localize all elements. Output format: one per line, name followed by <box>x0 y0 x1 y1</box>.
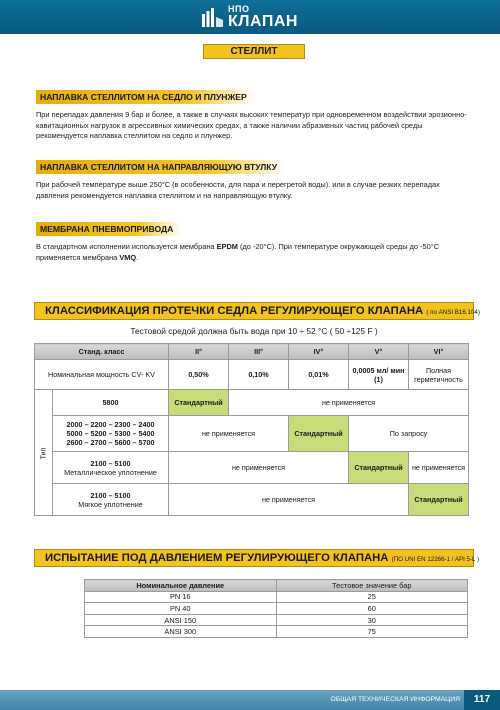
pressure-test-table <box>84 579 468 638</box>
classification-title-bar <box>34 302 480 320</box>
not-applicable-cell: не применяется <box>169 416 289 452</box>
pressure-test-title: ИСПЫТАНИЕ ПОД ДАВЛЕНИЕМ РЕГУЛИРУЮЩЕГО КЛАПАНА <box>45 552 389 564</box>
header-class-v: V° <box>349 344 409 360</box>
type-group-2000: 2000 – 2200 – 2300 – 2400 5000 – 5200 – 5300 – 5400 2600 – 2700 – 5600 – 5700 <box>53 416 169 452</box>
section-label-guide: НАПЛАВКА СТЕЛЛИТОМ НА НАПРАВЛЯЮЩУЮ ВТУЛКУ <box>36 160 285 174</box>
header-class-iii: III° <box>229 344 289 360</box>
pressure-cell: ANSI 300 <box>85 626 277 638</box>
pressure-cell: PN 16 <box>85 591 277 603</box>
table-row <box>35 452 469 484</box>
pressure-test-title-bar <box>34 549 480 567</box>
page-header <box>0 0 500 34</box>
standard-badge: Стандартный <box>349 452 409 484</box>
cv-value-v: 0,0005 мл/ мин (1) <box>349 360 409 390</box>
header-class: Станд. класс <box>35 344 169 360</box>
type-5800: 5800 <box>53 390 169 416</box>
page-footer <box>0 690 500 710</box>
classification-title: КЛАССИФИКАЦИЯ ПРОТЕЧКИ СЕДЛА РЕГУЛИРУЮЩЕГО КЛАПАНА <box>45 305 424 317</box>
cv-value-ii: 0,50% <box>169 360 229 390</box>
leakage-class-table <box>34 343 469 516</box>
cv-value-vi: Полная герметичность <box>409 360 469 390</box>
table-row <box>35 484 469 516</box>
on-request-cell: По запросу <box>349 416 469 452</box>
table-row <box>35 390 469 416</box>
section-label-membrane: МЕМБРАНА ПНЕВМОПРИВОДА <box>36 222 181 236</box>
table-header-row <box>35 344 469 360</box>
page-number: 117 <box>464 690 500 710</box>
type-metal-seal: 2100 – 5100 Металлическое уплотнение <box>53 452 169 484</box>
test-value-cell: 30 <box>276 614 468 626</box>
brand-name: КЛАПАН <box>228 12 298 30</box>
classification-subtitle: Тестовой средой должна быть вода при 10 ÷ 52 °С ( 50 ÷125 F ) <box>130 326 378 336</box>
section-text-membrane: В стандартном исполнении используется мембрана EPDM (до -20°С). При температуре окружающей среды до -50°С применяется мембрана VMQ. <box>36 242 440 262</box>
section-text-guide: При рабочей температуре выше 250°С (в особенности, для пара и перегретой воды). или в случае резких перепадах давления рекомендуется наплавка стеллитом и на направляющую втулку. <box>36 180 440 200</box>
table-header-row <box>85 580 468 592</box>
cv-value-iii: 0,10% <box>229 360 289 390</box>
footer-label: ОБЩАЯ ТЕХНИЧЕСКАЯ ИНФОРМАЦИЯ <box>330 696 460 703</box>
header-class-iv: IV° <box>289 344 349 360</box>
pressure-cell: ANSI 150 <box>85 614 277 626</box>
factory-logo-icon <box>200 5 224 29</box>
standard-badge: Стандартный <box>289 416 349 452</box>
not-applicable-cell: не применяется <box>409 452 469 484</box>
header-test-value: Тестовое значение бар <box>276 580 468 592</box>
table-row <box>85 603 468 615</box>
header-class-vi: VI° <box>409 344 469 360</box>
table-row <box>35 416 469 452</box>
not-applicable-cell: не применяется <box>169 484 409 516</box>
type-soft-seal: 2100 – 5100 Мягкое уплотнение <box>53 484 169 516</box>
pressure-cell: PN 40 <box>85 603 277 615</box>
cv-value-iv: 0,01% <box>289 360 349 390</box>
header-nominal-pressure: Номинальное давление <box>85 580 277 592</box>
header-class-ii: II° <box>169 344 229 360</box>
test-value-cell: 75 <box>276 626 468 638</box>
table-row <box>85 626 468 638</box>
pressure-test-note: (ПО UNI EN 12266-1 / API 5-L ) <box>391 556 480 563</box>
membrane-vmq: VMQ <box>119 252 137 262</box>
table-row <box>35 360 469 390</box>
type-column-label: Тип <box>35 390 53 516</box>
not-applicable-cell: не применяется <box>229 390 469 416</box>
cv-row-label: Номинальная мощность CV- KV <box>35 360 169 390</box>
test-value-cell: 60 <box>276 603 468 615</box>
section-label-seat: НАПЛАВКА СТЕЛЛИТОМ НА СЕДЛО И ПЛУНЖЕР <box>36 90 255 104</box>
classification-note: ( по ANSI B16.104) <box>426 309 480 316</box>
test-value-cell: 25 <box>276 591 468 603</box>
section-text-seat: При перепадах давления 9 бар и более, а также в случаях высоких температур при одновременном воздействии эрозионно-кавитационных нагрузок в агрессивных химических средах, а также наличии абразивных частиц рабочей среды рекомендуется наплавка стеллитом на седло и плунжер. <box>36 110 467 140</box>
brand-npo: НПО <box>228 3 250 14</box>
membrane-epdm: EPDM <box>216 242 238 251</box>
table-row <box>85 591 468 603</box>
standard-badge: Стандартный <box>409 484 469 516</box>
standard-badge: Стандартный <box>169 390 229 416</box>
page-title: СТЕЛЛИТ <box>203 44 305 59</box>
not-applicable-cell: не применяется <box>169 452 349 484</box>
table-row <box>85 614 468 626</box>
brand-logo <box>200 3 298 31</box>
